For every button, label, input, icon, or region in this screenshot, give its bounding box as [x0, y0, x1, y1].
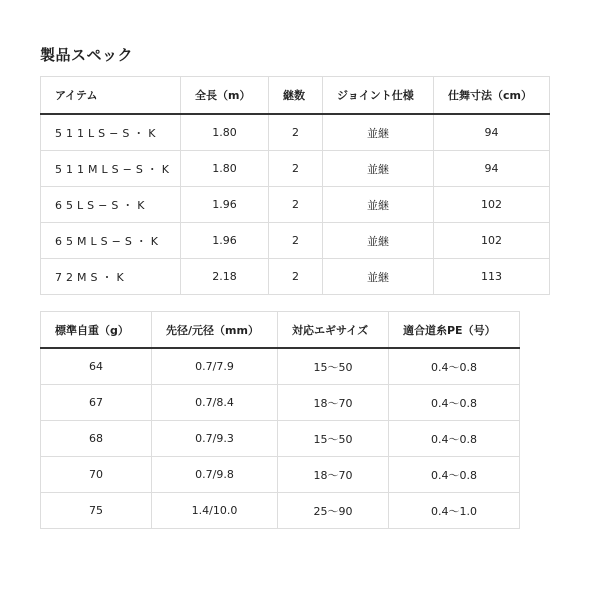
header-joint-type: ジョイント仕様: [323, 77, 434, 115]
cell-length: 1.96: [181, 223, 269, 259]
cell-length: 1.80: [181, 114, 269, 151]
cell-egi-size: 15〜50: [278, 348, 389, 385]
header-closed-length: 仕舞寸法（cm）: [434, 77, 550, 115]
header-tip-butt-diameter: 先径/元径（mm）: [152, 312, 278, 349]
cell-weight: 67: [41, 385, 152, 421]
table-row: [41, 348, 520, 385]
cell-joint-type: 並継: [323, 151, 434, 187]
table-row: [41, 457, 520, 493]
cell-tip-butt-diameter: 0.7/8.4: [152, 385, 278, 421]
cell-sections: 2: [269, 223, 323, 259]
cell-sections: 2: [269, 187, 323, 223]
table-row: [41, 421, 520, 457]
cell-length: 2.18: [181, 259, 269, 295]
cell-weight: 64: [41, 348, 152, 385]
header-weight: 標準自重（g）: [41, 312, 152, 349]
cell-weight: 68: [41, 421, 152, 457]
cell-length: 1.80: [181, 151, 269, 187]
cell-closed-length: 102: [434, 187, 550, 223]
cell-egi-size: 25〜90: [278, 493, 389, 529]
cell-weight: 75: [41, 493, 152, 529]
cell-item: 511LS−S・K: [41, 114, 181, 151]
cell-pe-line: 0.4〜0.8: [389, 385, 520, 421]
table-row: [41, 385, 520, 421]
cell-egi-size: 18〜70: [278, 385, 389, 421]
table-row: [41, 223, 550, 259]
cell-item: 65LS−S・K: [41, 187, 181, 223]
cell-pe-line: 0.4〜1.0: [389, 493, 520, 529]
header-pe-line: 適合道糸PE（号）: [389, 312, 520, 349]
cell-item: 65MLS−S・K: [41, 223, 181, 259]
cell-pe-line: 0.4〜0.8: [389, 421, 520, 457]
cell-item: 72MS・K: [41, 259, 181, 295]
cell-closed-length: 102: [434, 223, 550, 259]
spec-table-primary: [40, 76, 550, 295]
header-item: アイテム: [41, 77, 181, 115]
header-length: 全長（m）: [181, 77, 269, 115]
cell-tip-butt-diameter: 0.7/9.3: [152, 421, 278, 457]
cell-closed-length: 94: [434, 114, 550, 151]
cell-egi-size: 18〜70: [278, 457, 389, 493]
cell-pe-line: 0.4〜0.8: [389, 457, 520, 493]
cell-closed-length: 94: [434, 151, 550, 187]
table-header-row: [41, 312, 520, 349]
table-row: [41, 187, 550, 223]
cell-joint-type: 並継: [323, 223, 434, 259]
header-egi-size: 対応エギサイズ: [278, 312, 389, 349]
cell-length: 1.96: [181, 187, 269, 223]
cell-egi-size: 15〜50: [278, 421, 389, 457]
cell-weight: 70: [41, 457, 152, 493]
cell-pe-line: 0.4〜0.8: [389, 348, 520, 385]
table-row: [41, 151, 550, 187]
cell-sections: 2: [269, 114, 323, 151]
page-title: 製品スペック: [40, 46, 134, 64]
table-row: [41, 114, 550, 151]
cell-tip-butt-diameter: 0.7/7.9: [152, 348, 278, 385]
cell-joint-type: 並継: [323, 187, 434, 223]
table-row: [41, 259, 550, 295]
table-row: [41, 493, 520, 529]
header-sections: 継数: [269, 77, 323, 115]
cell-sections: 2: [269, 259, 323, 295]
spec-table-secondary: [40, 311, 520, 529]
table-header-row: [41, 77, 550, 115]
cell-sections: 2: [269, 151, 323, 187]
cell-closed-length: 113: [434, 259, 550, 295]
cell-tip-butt-diameter: 1.4/10.0: [152, 493, 278, 529]
cell-item: 511MLS−S・K: [41, 151, 181, 187]
cell-tip-butt-diameter: 0.7/9.8: [152, 457, 278, 493]
cell-joint-type: 並継: [323, 114, 434, 151]
cell-joint-type: 並継: [323, 259, 434, 295]
